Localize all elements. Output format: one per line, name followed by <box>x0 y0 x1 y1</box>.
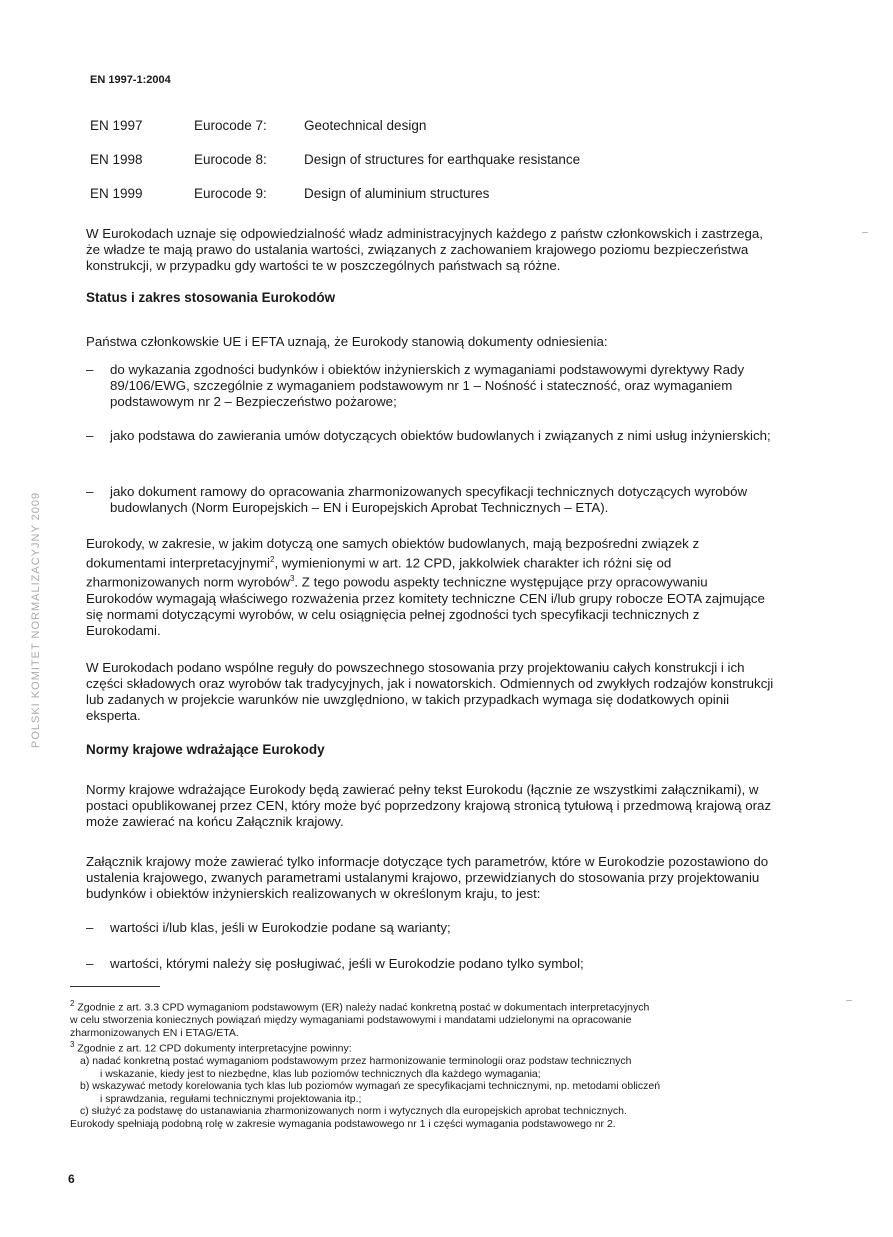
eurocode-row <box>90 152 580 186</box>
list-item-text: wartości i/lub klas, jeśli w Eurokodzie podane są warianty; <box>110 920 451 935</box>
eurocode-number: EN 1997 <box>90 118 143 133</box>
footnote-line: i wskazanie, kiedy jest to niezbędne, klas lub poziomów technicznych dla każdego wymagania; <box>100 1067 541 1080</box>
paragraph-text: , wymienionymi w art. 12 CPD, jakkolwiek charakter ich różni się od zharmonizowanych norm wyrobów <box>86 555 672 590</box>
list-item-text: wartości, którymi należy się posługiwać, jeśli w Eurokodzie podano tylko symbol; <box>110 956 584 971</box>
section2-paragraph-b: Załącznik krajowy może zawierać tylko informacje dotyczące tych parametrów, które w Eurokodzie pozostawiono do ustalenia krajowego, zwanych parametrami ustalanymi krajowo, przewidzianych do stosowania przy projektowaniu budynków i obiektów inżynierskich realizowanych w określonym kraju, to jest: <box>86 854 769 901</box>
document-id: EN 1997-1:2004 <box>90 74 171 86</box>
list-item <box>86 484 776 516</box>
section1-paragraph-b: W Eurokodach podano wspólne reguły do powszechnego stosowania przy projektowaniu całych konstrukcji i ich części składowych oraz wyrobów tak tradycyjnych, jak i nowatorskich. Odmiennych od zwykłych rodzajów konstrukcji lub zadanych w projekcie warunków nie uwzględniono, w takich przypadkach wymaga się dodatkowych opinii eksperta. <box>86 660 774 723</box>
footnote-line: Eurokody spełniają podobną rolę w zakresie wymagania podstawowego nr 1 i części wymagania podstawowego nr 2. <box>70 1117 616 1130</box>
list-item-text: do wykazania zgodności budynków i obiektów inżynierskich z wymaganiami podstawowymi dyrektywy Rady 89/106/EWG, szczególnie z wymaganiem podstawowym nr 1 – Nośność i stateczność, oraz wymaganiem podstawowym nr 2 – Bezpieczeństwo pożarowe; <box>110 362 745 409</box>
section-heading-national: Normy krajowe wdrażające Eurokody <box>86 742 325 757</box>
section1-lead: Państwa członkowskie UE i EFTA uznają, że Eurokody stanowią dokumenty odniesienia: <box>86 334 608 349</box>
eurocode-row <box>90 118 580 152</box>
dash-bullet: – <box>86 428 94 443</box>
margin-tick <box>846 1000 852 1001</box>
eurocode-title: Design of structures for earthquake resistance <box>304 152 581 167</box>
eurocode-name: Eurocode 7: <box>194 118 267 133</box>
footnote-separator <box>70 986 160 987</box>
eurocode-number: EN 1998 <box>90 152 143 167</box>
page-number: 6 <box>68 1172 75 1186</box>
list-item-text: jako dokument ramowy do opracowania zharmonizowanych specyfikacji technicznych dotyczących wyrobów budowlanych (Norm Europejskich – EN i Europejskich Aprobat Technicznych – ETA). <box>110 484 748 515</box>
list-item <box>86 956 776 972</box>
footnote-line: i sprawdzania, regułami technicznymi projektowania itp.; <box>100 1092 362 1105</box>
section1-paragraph-a <box>86 536 776 639</box>
list-item-text: jako podstawa do zawierania umów dotyczących obiektów budowlanych i związanych z nimi usług inżynierskich; <box>110 428 771 443</box>
footnotes <box>70 998 770 1130</box>
footnote-mark: 3 <box>70 1040 75 1049</box>
section-heading-status: Status i zakres stosowania Eurokodów <box>86 290 336 305</box>
intro-paragraph: W Eurokodach uznaje się odpowiedzialność władz administracyjnych każdego z państw członkowskich i zastrzega, że władze te mają prawo do ustalania wartości, związanych z zachowaniem krajowego poziomu bezpieczeństwa konstrukcji, w przypadku gdy wartości te w poszczególnych państwach są różne. <box>86 226 763 273</box>
eurocode-row <box>90 186 580 220</box>
eurocode-list <box>90 118 580 220</box>
section2-paragraph-a: Normy krajowe wdrażające Eurokody będą zawierać pełny tekst Eurokodu (łącznie ze wszystkimi załącznikami), w postaci opublikowanej przez CEN, który może być poprzedzony krajową stronicą tytułową i przedmową krajową oraz może zawierać na końcu Załącznik krajowy. <box>86 782 772 829</box>
list-item <box>86 362 776 410</box>
footnote-line: c) służyć za podstawę do ustanawiania zharmonizowanych norm i wytycznych dla europejskich aprobat technicznych. <box>80 1105 627 1117</box>
eurocode-name: Eurocode 8: <box>194 152 267 167</box>
footnote-line: b) wskazywać metody korelowania tych klas lub poziomów wymagań ze specyfikacjami technicznymi, np. metodami obliczeń <box>80 1080 661 1092</box>
eurocode-title: Geotechnical design <box>304 118 427 133</box>
eurocode-number: EN 1999 <box>90 186 143 201</box>
margin-tick <box>862 232 868 233</box>
footnote-line: a) nadać konkretną postać wymaganiom podstawowym przez harmonizowanie terminologii oraz podstaw technicznych <box>80 1055 632 1067</box>
footnote-line: zharmonizowanych EN i ETAG/ETA. <box>70 1026 239 1039</box>
dash-bullet: – <box>86 920 94 935</box>
footnote-mark: 2 <box>70 999 75 1008</box>
footnote-ref: 3 <box>289 574 295 584</box>
dash-bullet: – <box>86 956 94 971</box>
footnote-line: w celu stworzenia koniecznych powiązań między wymaganiami podstawowymi i mandatami udzielonymi na opracowanie <box>70 1014 632 1026</box>
footnote-ref: 2 <box>270 555 275 564</box>
paragraph-text: Eurokody, w zakresie, w jakim dotyczą one samych obiektów budowlanych, mają bezpośredni związek z dokumentami interpretacyjnymi <box>86 536 700 571</box>
dash-bullet: – <box>86 362 94 377</box>
list-item <box>86 428 776 444</box>
paragraph-text: . Z tego powodu aspekty techniczne występujące przy opracowywaniu Eurokodów wymagają właściwego rozważenia przez komitety techniczne CEN i/lub grupy robocze EOTA zajmujące się normami dotyczącymi wyrobów, w celu osiągnięcia pełnej zgodności tych specyfikacji technicznych z Eurokodami. <box>86 574 765 638</box>
eurocode-title: Design of aluminium structures <box>304 186 490 201</box>
watermark: POLSKI KOMITET NORMALIZACYJNY 2009 <box>30 491 42 748</box>
eurocode-name: Eurocode 9: <box>194 186 267 201</box>
dash-bullet: – <box>86 484 94 499</box>
list-item <box>86 920 776 936</box>
footnote-line: $^3$ Zgodnie z art. 12 CPD dokumenty interpretacyjne powinny: <box>70 1040 352 1055</box>
footnote-line: $^2$ Zgodnie z art. 3.3 CPD wymaganiom podstawowym (ER) należy nadać konkretną postać w dokumentach interpretacyjnych <box>70 999 650 1014</box>
